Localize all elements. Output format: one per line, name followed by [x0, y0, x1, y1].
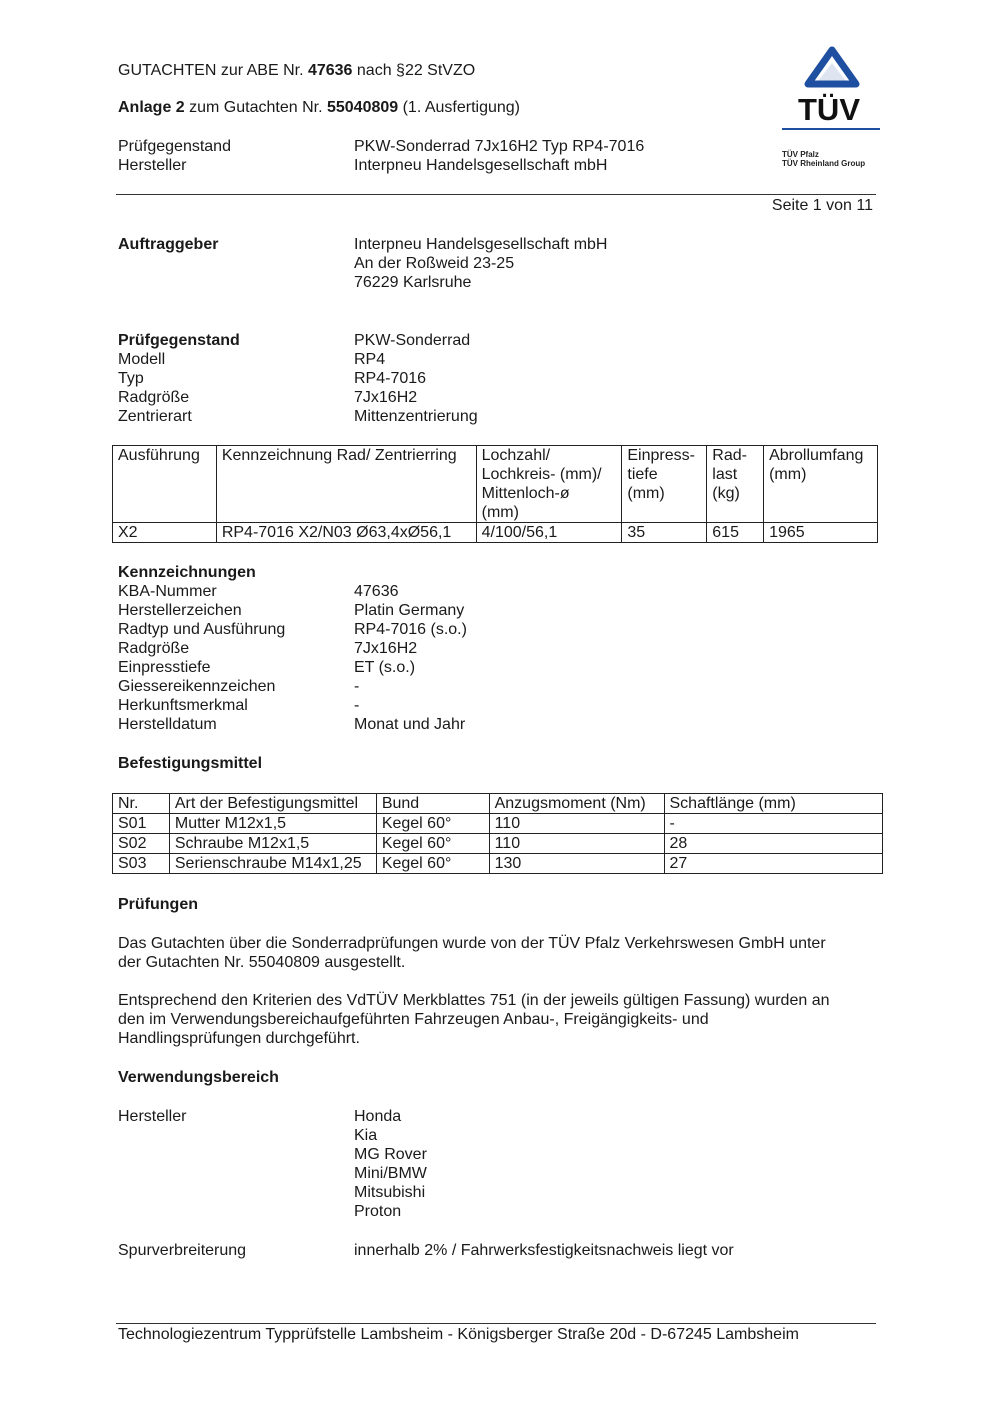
tuev-logo [776, 46, 892, 170]
spurverbreiterung-label: Spurverbreiterung [118, 1242, 247, 1259]
header-cell: Abrollumfang (mm) [764, 446, 878, 523]
list-item: Honda [354, 1108, 402, 1125]
header-cell: Kennzeichnung Rad/ Zentrierring [216, 446, 476, 523]
pruefungen-title: Prüfungen [118, 896, 198, 913]
abe-number: 47636 [307, 62, 353, 79]
kennzeichnungen-labels: KBA-Nummer Herstellerzeichen Radtyp und Ausführung Radgröße Einpresstiefe Giessereikennzeichen Herkunftsmerkmal Herstelldatum [118, 583, 286, 733]
table-row: S03 Serienschraube M14x1,25 Kegel 60° 130 27 [113, 854, 883, 874]
list-item: Kia [354, 1127, 378, 1144]
pruefungen-paragraph-2: Entsprechend den Kriterien des VdTÜV Merkblattes 751 (in der jeweils gültigen Fassung) wurden an den im Verwendungsbereichaufgeführten Fahrzeugen Anbau-, Freigängigkeits- und Handlingsprüfungen durchgeführt. [118, 992, 830, 1047]
anlage-line: Anlage 2 zum Gutachten Nr. 55040809 (1. Ausfertigung) [118, 99, 520, 116]
ausfuehrung-table [112, 445, 878, 543]
table-row: X2 RP4-7016 X2/N03 Ø63,4xØ56,1 4/100/56,1 35 615 1965 [113, 523, 878, 543]
kennzeichnungen-title: Kennzeichnungen [118, 564, 256, 581]
befestigung-title: Befestigungsmittel [118, 755, 263, 772]
footer-address: Technologiezentrum Typprüfstelle Lambsheim - Königsberger Straße 20d - D-67245 Lambsheim [118, 1326, 799, 1343]
logo-sub1: TÜV Pfalz [782, 150, 819, 159]
table-header-row [113, 446, 878, 523]
pruefgegenstand-values: PKW-Sonderrad RP4 RP4-7016 7Jx16H2 Mittenzentrierung [354, 332, 478, 425]
list-item: Proton [354, 1203, 402, 1220]
table-header-row: Nr. Art der Befestigungsmittel Bund Anzugsmoment (Nm) Schaftlänge (mm) [113, 794, 883, 814]
footer-divider [116, 1323, 876, 1324]
spurverbreiterung-value: innerhalb 2% / Fahrwerksfestigkeitsnachweis liegt vor [354, 1242, 734, 1259]
header-divider [116, 194, 876, 195]
pruefungen-paragraph-1: Das Gutachten über die Sonderradprüfungen wurde von der TÜV Pfalz Verkehrswesen GmbH unter der Gutachten Nr. 55040809 ausgestellt. [118, 935, 826, 971]
auftraggeber-label: Auftraggeber [118, 236, 219, 253]
kennzeichnungen-values: 47636 Platin Germany RP4-7016 (s.o.) 7Jx16H2 ET (s.o.) - - Monat und Jahr [354, 583, 467, 733]
header-cell: Lochzahl/ Lochkreis- (mm)/ Mittenloch-ø (mm) [476, 446, 622, 523]
list-item: Mitsubishi [354, 1184, 426, 1201]
auftraggeber-address: Interpneu Handelsgesellschaft mbH An der Roßweid 23-25 76229 Karlsruhe [354, 236, 608, 291]
pruefgegenstand-labels: Prüfgegenstand Modell Typ Radgröße Zentrierart [118, 332, 240, 425]
table-row: S01 Mutter M12x1,5 Kegel 60° 110 - [113, 814, 883, 834]
header-pruef-value: PKW-Sonderrad 7Jx16H2 Typ RP4-7016 [354, 138, 645, 155]
verwendung-hersteller-list [354, 1107, 427, 1221]
gutachten-number: 55040809 [326, 99, 399, 116]
page-number: Seite 1 von 11 [771, 197, 873, 214]
header-cell: Rad- last (kg) [707, 446, 764, 523]
list-item: MG Rover [354, 1146, 427, 1163]
table-row: S02 Schraube M12x1,5 Kegel 60° 110 28 [113, 834, 883, 854]
document-title: GUTACHTEN zur ABE Nr. 47636 nach §22 StVZO [118, 62, 476, 79]
header-pruef-label: Prüfgegenstand [118, 138, 231, 155]
verwendung-hersteller-label: Hersteller [118, 1108, 187, 1125]
header-hersteller-value: Interpneu Handelsgesellschaft mbH [354, 157, 608, 174]
logo-sub2: TÜV Rheinland Group [782, 159, 866, 168]
header-cell: Einpress- tiefe (mm) [622, 446, 707, 523]
verwendungsbereich-title: Verwendungsbereich [118, 1069, 279, 1086]
header-cell: Ausführung [113, 446, 217, 523]
list-item: Mini/BMW [354, 1165, 427, 1182]
header-hersteller-label: Hersteller [118, 157, 187, 174]
befestigung-table [112, 793, 883, 874]
logo-text: TÜV [798, 92, 860, 127]
